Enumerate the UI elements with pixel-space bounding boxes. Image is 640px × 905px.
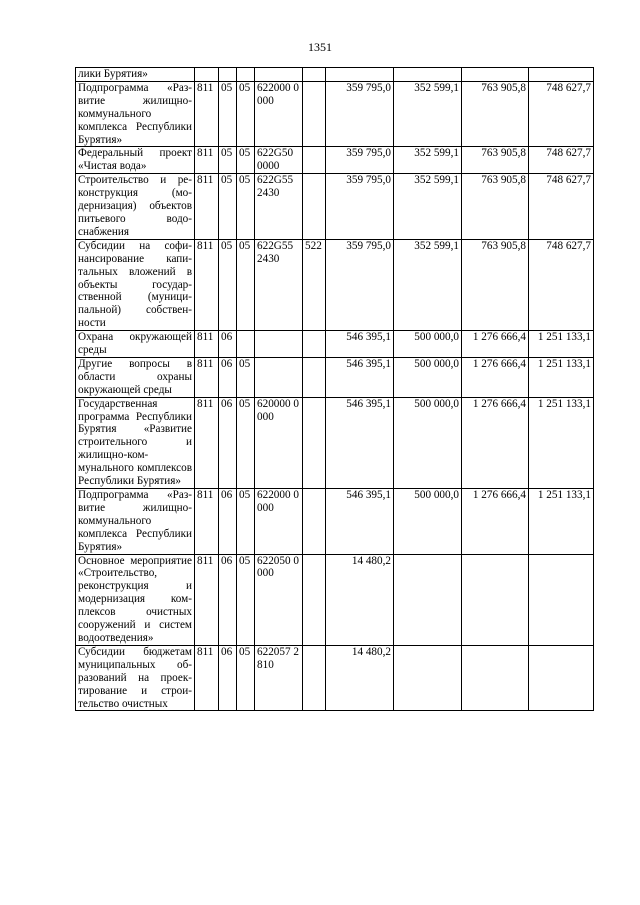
amount-2: 500 000,0 bbox=[394, 357, 462, 397]
target-article-code: 622G55 2430 bbox=[255, 239, 303, 330]
section-code bbox=[219, 68, 237, 82]
ministry-code bbox=[195, 68, 219, 82]
ministry-code: 811 bbox=[195, 397, 219, 488]
amount-1: 546 395,1 bbox=[326, 489, 394, 555]
table-row bbox=[76, 554, 594, 645]
row-name: Другие вопросы в области охраны окружающей среды bbox=[76, 357, 195, 397]
amount-3: 763 905,8 bbox=[462, 174, 529, 240]
section-code: 05 bbox=[219, 239, 237, 330]
section-code: 06 bbox=[219, 645, 237, 711]
ministry-code: 811 bbox=[195, 357, 219, 397]
subsection-code: 05 bbox=[237, 174, 255, 240]
budget-table-body bbox=[76, 68, 594, 711]
subsection-code bbox=[237, 331, 255, 358]
row-name: Основное мероприятие «Строительство, реконструкция и модернизация комплексов очистных сооружений и систем водоотведения» bbox=[76, 554, 195, 645]
amount-3 bbox=[462, 645, 529, 711]
amount-3: 1 276 666,4 bbox=[462, 331, 529, 358]
amount-1: 359 795,0 bbox=[326, 81, 394, 147]
expense-type-code bbox=[303, 68, 326, 82]
section-code: 06 bbox=[219, 554, 237, 645]
section-code: 06 bbox=[219, 331, 237, 358]
section-code: 06 bbox=[219, 489, 237, 555]
subsection-code: 05 bbox=[237, 147, 255, 174]
amount-1: 546 395,1 bbox=[326, 331, 394, 358]
target-article-code: 620000 0000 bbox=[255, 397, 303, 488]
table-row bbox=[76, 174, 594, 240]
ministry-code: 811 bbox=[195, 489, 219, 555]
expense-type-code bbox=[303, 81, 326, 147]
expense-type-code bbox=[303, 357, 326, 397]
subsection-code: 05 bbox=[237, 397, 255, 488]
expense-type-code bbox=[303, 489, 326, 555]
amount-3: 763 905,8 bbox=[462, 147, 529, 174]
target-article-code bbox=[255, 68, 303, 82]
table-row bbox=[76, 645, 594, 711]
section-code: 05 bbox=[219, 174, 237, 240]
amount-3: 1 276 666,4 bbox=[462, 489, 529, 555]
target-article-code: 622000 0000 bbox=[255, 489, 303, 555]
amount-2 bbox=[394, 68, 462, 82]
subsection-code: 05 bbox=[237, 239, 255, 330]
ministry-code: 811 bbox=[195, 147, 219, 174]
row-name: Субсидии на софинансирование капитальных вложений в объекты государственной (муниципальной) собственности bbox=[76, 239, 195, 330]
table-row bbox=[76, 357, 594, 397]
amount-2: 352 599,1 bbox=[394, 81, 462, 147]
expense-type-code bbox=[303, 554, 326, 645]
subsection-code: 05 bbox=[237, 357, 255, 397]
section-code: 05 bbox=[219, 147, 237, 174]
row-name: Государственная программа Республики Бурятия «Развитие строительного и жилищно-коммунального комплексов Республики Бурятия» bbox=[76, 397, 195, 488]
row-name: Федеральный проект «Чистая вода» bbox=[76, 147, 195, 174]
amount-4 bbox=[529, 68, 594, 82]
subsection-code: 05 bbox=[237, 645, 255, 711]
subsection-code: 05 bbox=[237, 81, 255, 147]
amount-4: 748 627,7 bbox=[529, 239, 594, 330]
amount-1: 546 395,1 bbox=[326, 357, 394, 397]
amount-4: 1 251 133,1 bbox=[529, 357, 594, 397]
amount-3: 763 905,8 bbox=[462, 239, 529, 330]
expense-type-code bbox=[303, 174, 326, 240]
amount-2 bbox=[394, 554, 462, 645]
amount-2: 352 599,1 bbox=[394, 147, 462, 174]
ministry-code: 811 bbox=[195, 174, 219, 240]
row-name: Охрана окружающей среды bbox=[76, 331, 195, 358]
amount-4: 1 251 133,1 bbox=[529, 397, 594, 488]
amount-2: 352 599,1 bbox=[394, 174, 462, 240]
page-number: 1351 bbox=[308, 40, 332, 54]
amount-3 bbox=[462, 554, 529, 645]
expense-type-code bbox=[303, 397, 326, 488]
ministry-code: 811 bbox=[195, 331, 219, 358]
amount-3: 1 276 666,4 bbox=[462, 397, 529, 488]
ministry-code: 811 bbox=[195, 81, 219, 147]
row-name: Субсидии бюджетам муниципальных образований на проектирование и строительство очистных bbox=[76, 645, 195, 711]
ministry-code: 811 bbox=[195, 239, 219, 330]
amount-4: 1 251 133,1 bbox=[529, 331, 594, 358]
row-name: Подпрограмма «Развитие жилищно-коммунального комплекса Республики Бурятия» bbox=[76, 81, 195, 147]
target-article-code: 622057 2810 bbox=[255, 645, 303, 711]
table-row bbox=[76, 397, 594, 488]
subsection-code: 05 bbox=[237, 489, 255, 555]
ministry-code: 811 bbox=[195, 554, 219, 645]
amount-2: 500 000,0 bbox=[394, 331, 462, 358]
budget-table bbox=[75, 67, 594, 711]
target-article-code: 622000 0000 bbox=[255, 81, 303, 147]
table-row bbox=[76, 239, 594, 330]
amount-4: 748 627,7 bbox=[529, 174, 594, 240]
table-row bbox=[76, 331, 594, 358]
amount-2 bbox=[394, 645, 462, 711]
target-article-code bbox=[255, 357, 303, 397]
amount-4: 748 627,7 bbox=[529, 81, 594, 147]
amount-3 bbox=[462, 68, 529, 82]
ministry-code: 811 bbox=[195, 645, 219, 711]
table-row bbox=[76, 81, 594, 147]
subsection-code bbox=[237, 68, 255, 82]
amount-1: 359 795,0 bbox=[326, 147, 394, 174]
amount-1: 14 480,2 bbox=[326, 645, 394, 711]
amount-2: 500 000,0 bbox=[394, 489, 462, 555]
table-row bbox=[76, 68, 594, 82]
amount-4: 748 627,7 bbox=[529, 147, 594, 174]
amount-2: 500 000,0 bbox=[394, 397, 462, 488]
amount-1 bbox=[326, 68, 394, 82]
target-article-code: 622G50 0000 bbox=[255, 147, 303, 174]
target-article-code bbox=[255, 331, 303, 358]
expense-type-code bbox=[303, 645, 326, 711]
expense-type-code: 522 bbox=[303, 239, 326, 330]
amount-4 bbox=[529, 554, 594, 645]
amount-1: 14 480,2 bbox=[326, 554, 394, 645]
amount-1: 359 795,0 bbox=[326, 239, 394, 330]
amount-2: 352 599,1 bbox=[394, 239, 462, 330]
table-row bbox=[76, 147, 594, 174]
amount-1: 359 795,0 bbox=[326, 174, 394, 240]
subsection-code: 05 bbox=[237, 554, 255, 645]
amount-3: 763 905,8 bbox=[462, 81, 529, 147]
amount-1: 546 395,1 bbox=[326, 397, 394, 488]
amount-4 bbox=[529, 645, 594, 711]
expense-type-code bbox=[303, 331, 326, 358]
row-name: Подпрограмма «Развитие жилищно-коммунального комплекса Республики Бурятия» bbox=[76, 489, 195, 555]
section-code: 06 bbox=[219, 357, 237, 397]
table-row bbox=[76, 489, 594, 555]
target-article-code: 622050 0000 bbox=[255, 554, 303, 645]
row-name: Строительство и реконструкция (модернизация) объектов питьевого водоснабжения bbox=[76, 174, 195, 240]
target-article-code: 622G55 2430 bbox=[255, 174, 303, 240]
amount-3: 1 276 666,4 bbox=[462, 357, 529, 397]
section-code: 06 bbox=[219, 397, 237, 488]
section-code: 05 bbox=[219, 81, 237, 147]
expense-type-code bbox=[303, 147, 326, 174]
amount-4: 1 251 133,1 bbox=[529, 489, 594, 555]
row-name: лики Бурятия» bbox=[76, 68, 195, 82]
